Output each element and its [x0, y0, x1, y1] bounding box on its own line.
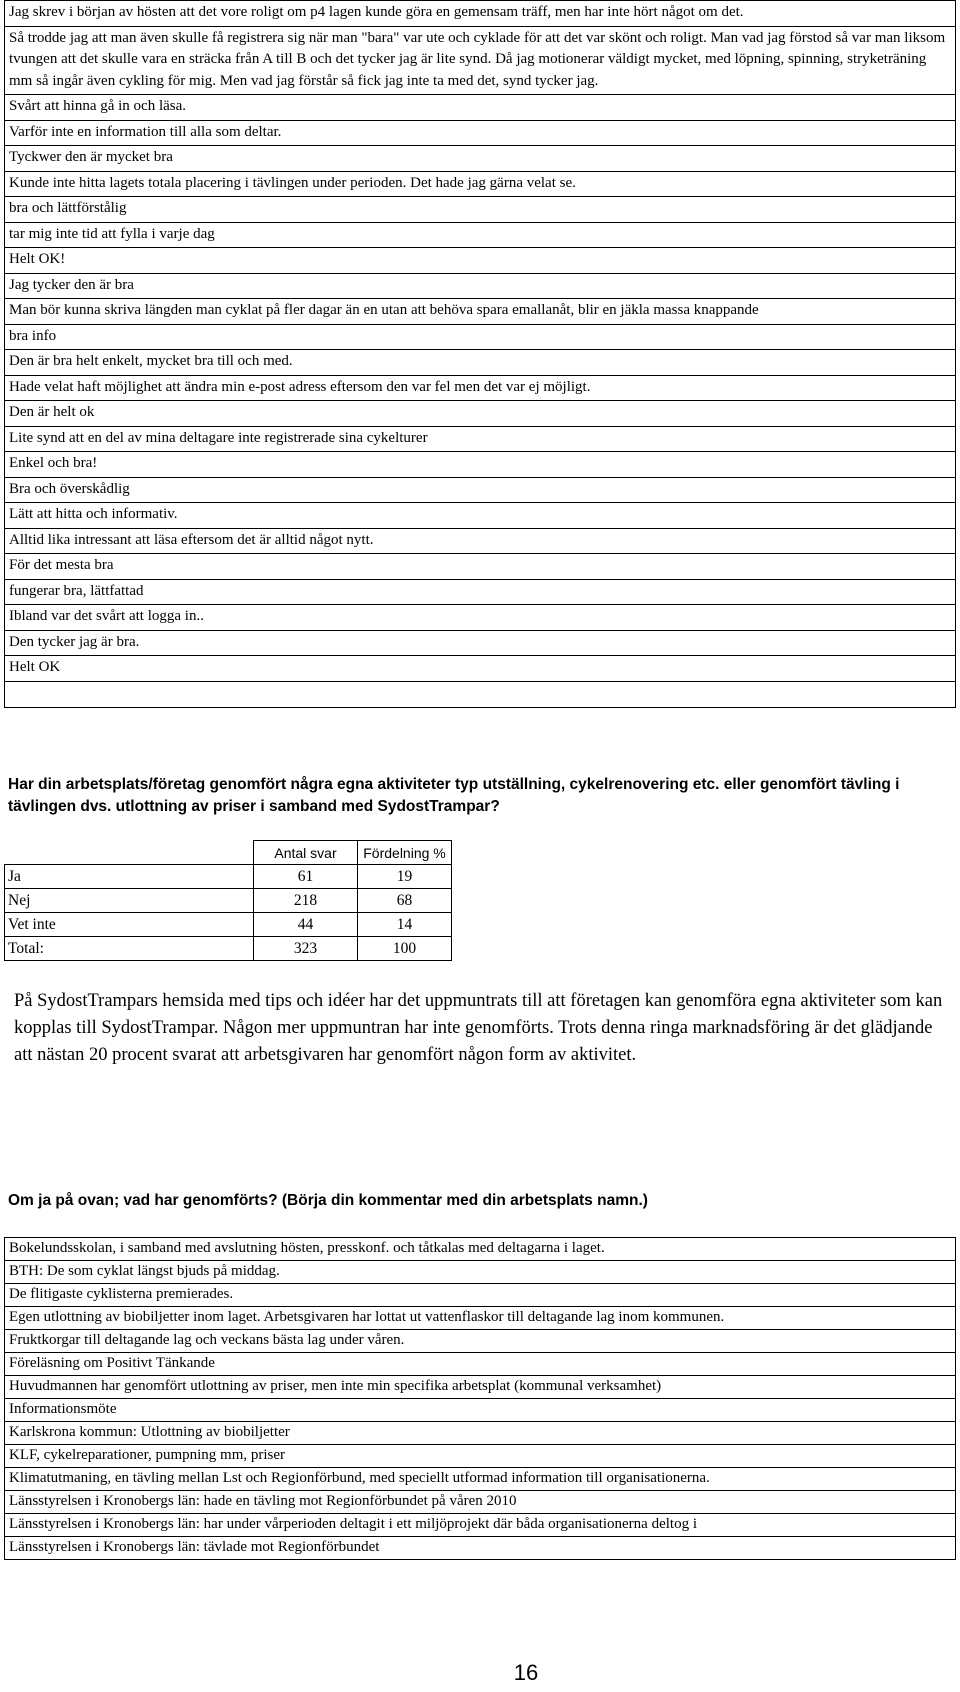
comment-row	[5, 222, 956, 248]
comment-cell: BTH: De som cyklat längst bjuds på middag.	[5, 1261, 956, 1284]
stats-row-count: 44	[254, 913, 358, 937]
answer-distribution-table	[4, 840, 452, 961]
comment-cell: Svårt att hinna gå in och läsa.	[5, 95, 956, 121]
comment-cell: Länsstyrelsen i Kronobergs län: har under vårperioden deltagit i ett miljöprojekt där båda organisationerna deltog i	[5, 1514, 956, 1537]
stats-row	[5, 889, 452, 913]
comment-row	[5, 375, 956, 401]
comment-cell: bra och lättförstålig	[5, 197, 956, 223]
comment-cell: bra info	[5, 324, 956, 350]
comment-row	[5, 1445, 956, 1468]
comment-cell: Föreläsning om Positivt Tänkande	[5, 1353, 956, 1376]
comment-cell: Alltid lika intressant att läsa eftersom det är alltid något nytt.	[5, 528, 956, 554]
stats-total-row	[5, 937, 452, 961]
stats-header-blank	[5, 841, 254, 865]
comment-row	[5, 1330, 956, 1353]
comment-row	[5, 1468, 956, 1491]
comment-row	[5, 1, 956, 27]
stats-total-count: 323	[254, 937, 358, 961]
comment-cell: De flitigaste cyklisterna premierades.	[5, 1284, 956, 1307]
comment-row	[5, 248, 956, 274]
comment-row	[5, 401, 956, 427]
comment-cell: Tyckwer den är mycket bra	[5, 146, 956, 172]
stats-row-label: Vet inte	[5, 913, 254, 937]
comment-cell: Man bör kunna skriva längden man cyklat på fler dagar än en utan att behöva spara emallanåt, blir en jäkla massa knappande	[5, 299, 956, 325]
stats-header-count: Antal svar	[254, 841, 358, 865]
stats-row-pct: 14	[358, 913, 452, 937]
comment-row	[5, 1307, 956, 1330]
summary-paragraph: På SydostTrampars hemsida med tips och idéer har det uppmuntrats till att företagen kan genomföra egna aktiviteter som kan kopplas till SydostTrampar. Någon mer uppmuntran har inte genomförts. Trots denna ringa marknadsföring är det glädjande att nästan 20 procent svarat att arbetsgivaren har genomfört någon form av aktivitet.	[14, 991, 943, 1065]
comment-row	[5, 26, 956, 95]
comment-row	[5, 1284, 956, 1307]
comment-row	[5, 452, 956, 478]
comment-row	[5, 299, 956, 325]
stats-total-label: Total:	[5, 937, 254, 961]
comment-cell: Informationsmöte	[5, 1399, 956, 1422]
stats-header-row	[5, 841, 452, 865]
comment-row	[5, 1514, 956, 1537]
comment-row	[5, 1353, 956, 1376]
empty-cell	[5, 681, 956, 707]
comments-table-bottom	[4, 1237, 956, 1560]
comment-row	[5, 1491, 956, 1514]
comment-cell: Egen utlottning av biobiljetter inom laget. Arbetsgivaren har lottat ut vattenflaskor till deltagande lag inom kommunen.	[5, 1307, 956, 1330]
comment-cell: För det mesta bra	[5, 554, 956, 580]
comment-row	[5, 197, 956, 223]
comment-cell: Länsstyrelsen i Kronobergs län: hade en tävling mot Regionförbundet på våren 2010	[5, 1491, 956, 1514]
comment-row	[5, 426, 956, 452]
comment-row	[5, 171, 956, 197]
question-what-done: Om ja på ovan; vad har genomförts? (Börja din kommentar med din arbetsplats namn.)	[8, 1192, 648, 1209]
comment-row	[5, 146, 956, 172]
stats-row-count: 61	[254, 865, 358, 889]
comment-cell: Lite synd att en del av mina deltagare inte registrerade sina cykelturer	[5, 426, 956, 452]
comment-row	[5, 1238, 956, 1261]
comment-cell: Bra och överskådlig	[5, 477, 956, 503]
comment-cell: tar mig inte tid att fylla i varje dag	[5, 222, 956, 248]
comment-cell: Helt OK	[5, 656, 956, 682]
comment-row	[5, 273, 956, 299]
stats-row-pct: 68	[358, 889, 452, 913]
stats-row-label: Ja	[5, 865, 254, 889]
comment-cell: fungerar bra, lättfattad	[5, 579, 956, 605]
comment-cell: Varför inte en information till alla som deltar.	[5, 120, 956, 146]
comment-cell: Karlskrona kommun: Utlottning av biobiljetter	[5, 1422, 956, 1445]
comment-cell: Jag skrev i början av hösten att det vore roligt om p4 lagen kunde göra en gemensam träff, men har inte hört något om det.	[5, 1, 956, 27]
comment-cell: Huvudmannen har genomfört utlottning av priser, men inte min specifika arbetsplat (kommunal verksamhet)	[5, 1376, 956, 1399]
comment-cell: Bokelundsskolan, i samband med avslutning hösten, presskonf. och tåtkalas med deltagarna i laget.	[5, 1238, 956, 1261]
comment-cell: KLF, cykelreparationer, pumpning mm, priser	[5, 1445, 956, 1468]
page-number: 16	[513, 1660, 539, 1685]
stats-row	[5, 865, 452, 889]
comment-cell: Lätt att hitta och informativ.	[5, 503, 956, 529]
empty-row	[5, 681, 956, 707]
comment-row	[5, 503, 956, 529]
comment-row	[5, 1399, 956, 1422]
comment-row	[5, 554, 956, 580]
comment-row	[5, 324, 956, 350]
comment-row	[5, 1422, 956, 1445]
stats-row	[5, 913, 452, 937]
comment-cell: Den tycker jag är bra.	[5, 630, 956, 656]
comment-cell: Helt OK!	[5, 248, 956, 274]
comment-row	[5, 1537, 956, 1560]
comment-cell: Så trodde jag att man även skulle få registrera sig när man "bara" var ute och cyklade för att det var skönt och roligt. Man vad jag förstod så var man liksom tvungen att det skulle vara en sträcka från A till B och det tycker jag är lite synd. Då jag motionerar väldigt mycket, med löpning, spinning, stryketräning mm så ingår även cykling för mig. Men vad jag förstår så fick jag inte ta med det, synd tycker jag.	[5, 26, 956, 95]
comment-row	[5, 1376, 956, 1399]
comment-cell: Hade velat haft möjlighet att ändra min e-post adress eftersom den var fel men det var ej möjligt.	[5, 375, 956, 401]
stats-total-pct: 100	[358, 937, 452, 961]
comment-row	[5, 579, 956, 605]
comment-row	[5, 605, 956, 631]
comment-cell: Kunde inte hitta lagets totala placering i tävlingen under perioden. Det hade jag gärna velat se.	[5, 171, 956, 197]
comment-row	[5, 1261, 956, 1284]
comment-row	[5, 350, 956, 376]
comment-row	[5, 120, 956, 146]
comment-row	[5, 528, 956, 554]
stats-row-label: Nej	[5, 889, 254, 913]
comment-cell: Enkel och bra!	[5, 452, 956, 478]
comment-cell: Den är helt ok	[5, 401, 956, 427]
comment-row	[5, 477, 956, 503]
stats-row-count: 218	[254, 889, 358, 913]
stats-header-pct: Fördelning %	[358, 841, 452, 865]
comment-row	[5, 630, 956, 656]
comments-table-top	[4, 0, 956, 708]
comment-cell: Länsstyrelsen i Kronobergs län: tävlade mot Regionförbundet	[5, 1537, 956, 1560]
comment-cell: Jag tycker den är bra	[5, 273, 956, 299]
comment-row	[5, 95, 956, 121]
comment-cell: Klimatutmaning, en tävling mellan Lst och Regionförbund, med speciellt utformad information till organisationerna.	[5, 1468, 956, 1491]
comment-cell: Den är bra helt enkelt, mycket bra till och med.	[5, 350, 956, 376]
comment-cell: Ibland var det svårt att logga in..	[5, 605, 956, 631]
comment-row	[5, 656, 956, 682]
question-activities: Har din arbetsplats/företag genomfört några egna aktiviteter typ utställning, cykelrenovering etc. eller genomfört tävling i tävlingen dvs. utlottning av priser i samband med SydostTrampar?	[8, 776, 900, 815]
comment-cell: Fruktkorgar till deltagande lag och veckans bästa lag under våren.	[5, 1330, 956, 1353]
stats-row-pct: 19	[358, 865, 452, 889]
